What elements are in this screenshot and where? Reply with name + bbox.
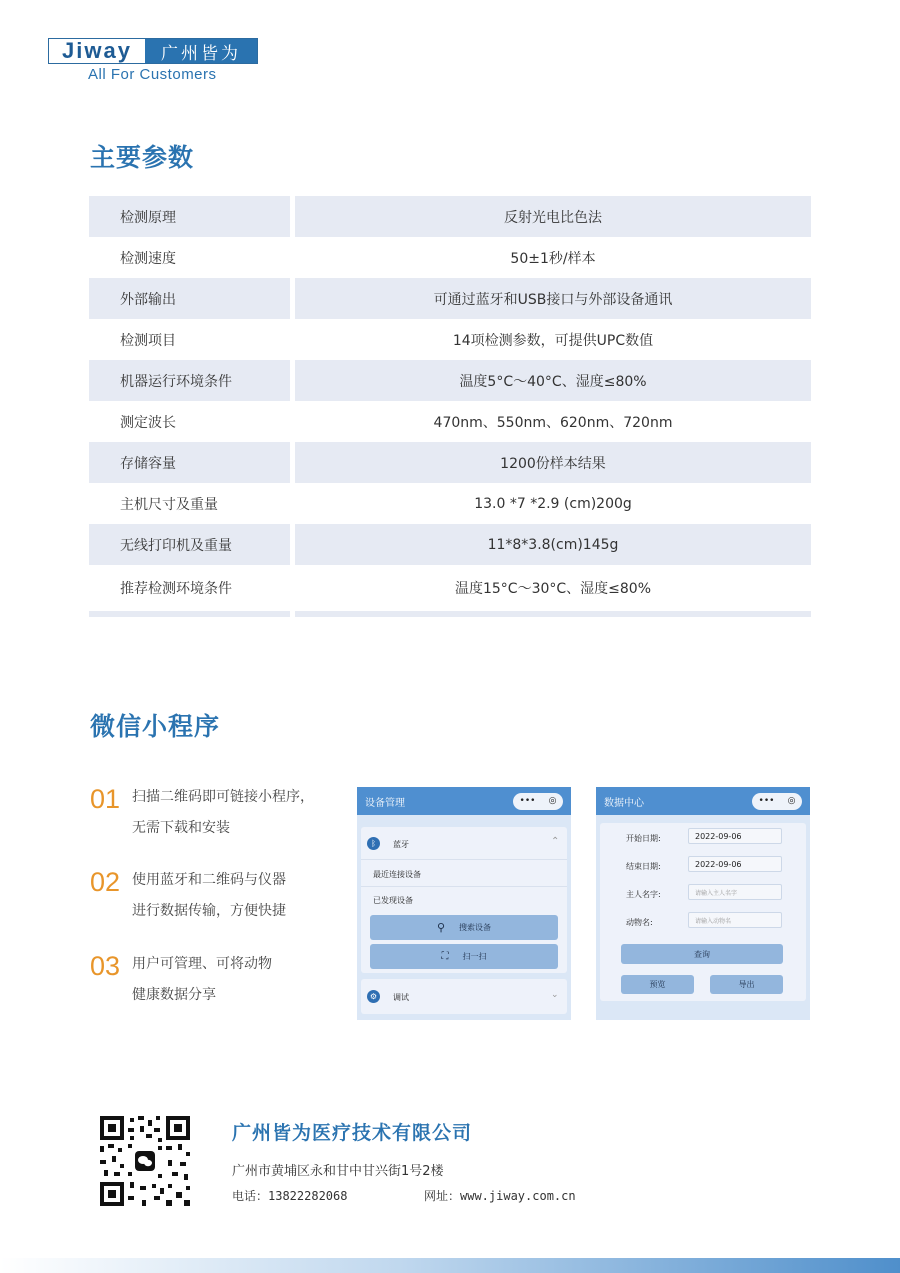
param-name: 检测原理	[89, 196, 290, 237]
step-text	[132, 949, 272, 1011]
start-date-field[interactable]: 2022-09-06	[688, 828, 782, 844]
param-value: 温度15°C～30°C、湿度≤80%	[454, 581, 652, 597]
end-date-field[interactable]: 2022-09-06	[688, 856, 782, 872]
brand-name-en: Jiway	[49, 39, 145, 63]
data-screen-title: 数据中心	[604, 797, 644, 809]
data-screen	[596, 787, 810, 1020]
chevron-down-icon[interactable]: ⌄	[551, 990, 559, 1000]
params-title: 主要参数	[90, 143, 195, 172]
param-name: 检测项目	[120, 332, 176, 349]
bluetooth-card	[361, 827, 567, 973]
step-item	[90, 951, 272, 1011]
table-row	[89, 319, 811, 360]
param-name: 无线打印机及重量	[89, 524, 290, 565]
mini-program-title: 微信小程序	[90, 712, 221, 741]
scan-icon: ⛶	[441, 951, 449, 962]
step-number: 03	[90, 951, 121, 981]
debug-label: 调试	[393, 993, 409, 1002]
end-date-label: 结束日期:	[626, 862, 661, 871]
table-row	[89, 278, 811, 319]
qr-code	[100, 1116, 190, 1206]
owner-name-label: 主人名字:	[626, 890, 661, 899]
capsule-menu[interactable]	[752, 793, 802, 810]
gear-icon: ⚙	[367, 990, 380, 1003]
param-name: 主机尺寸及重量	[120, 496, 218, 513]
param-value: 温度5°C～40°C、湿度≤80%	[295, 360, 811, 401]
table-row	[89, 442, 811, 483]
table-row	[89, 237, 811, 278]
brand-logo	[48, 38, 258, 64]
target-icon[interactable]: ◎	[787, 796, 796, 806]
search-device-label: 搜索设备	[459, 923, 492, 932]
preview-button[interactable]: 预览	[621, 975, 694, 994]
query-form	[600, 823, 806, 1001]
company-address: 广州市黄埔区永和甘中甘兴街1号2楼	[232, 1164, 444, 1179]
recent-devices-label: 最近连接设备	[373, 870, 421, 879]
export-button[interactable]: 导出	[710, 975, 783, 994]
param-name: 存储容量	[89, 442, 290, 483]
table-row	[89, 196, 811, 237]
scan-button[interactable]	[370, 944, 558, 969]
param-value: 反射光电比色法	[295, 196, 811, 237]
bottom-gradient-bar	[0, 1258, 900, 1273]
step-line: 进行数据传输，方便快捷	[132, 903, 286, 919]
company-phone: 电话：13822282068	[232, 1189, 348, 1203]
param-name: 测定波长	[120, 414, 176, 431]
divider	[361, 859, 567, 860]
param-name: 机器运行环境条件	[89, 360, 290, 401]
step-text	[132, 865, 286, 927]
param-value: 11*8*3.8(cm)145g	[295, 524, 811, 565]
bluetooth-label: 蓝牙	[393, 840, 409, 849]
debug-card[interactable]	[361, 979, 567, 1014]
param-value: 14项检测参数，可提供UPC数值	[452, 332, 654, 349]
animal-name-label: 动物名:	[626, 918, 653, 927]
animal-name-input[interactable]: 请输入动物名	[688, 912, 782, 928]
scan-label: 扫一扫	[462, 952, 487, 961]
divider	[361, 886, 567, 887]
param-value: 470nm、550nm、620nm、720nm	[433, 414, 673, 431]
table-row	[89, 401, 811, 442]
param-name: 检测速度	[120, 250, 176, 267]
step-line: 使用蓝牙和二维码与仪器	[132, 872, 286, 888]
device-screen-header	[357, 787, 571, 815]
param-value: 可通过蓝牙和USB接口与外部设备通讯	[295, 278, 811, 319]
table-bottom-rule	[89, 611, 811, 617]
data-screen-header	[596, 787, 810, 815]
query-button[interactable]: 查询	[621, 944, 783, 964]
more-icon[interactable]: •••	[758, 796, 775, 806]
step-line: 用户可管理、可将动物	[132, 956, 272, 972]
company-website[interactable]: 网址：www.jiway.com.cn	[424, 1189, 576, 1203]
step-line: 健康数据分享	[132, 987, 216, 1003]
step-line: 扫描二维码即可链接小程序，	[132, 789, 314, 805]
step-number: 02	[90, 867, 121, 897]
table-row	[89, 524, 811, 565]
params-table	[89, 196, 811, 617]
param-name: 外部输出	[89, 278, 290, 319]
start-date-label: 开始日期:	[626, 834, 661, 843]
owner-name-input[interactable]: 请输入主人名字	[688, 884, 782, 900]
company-name: 广州皆为医疗技术有限公司	[232, 1122, 473, 1144]
target-icon[interactable]: ◎	[548, 796, 557, 806]
more-icon[interactable]: •••	[519, 796, 536, 806]
chevron-up-icon[interactable]: ⌃	[551, 836, 560, 847]
brand-name-cn: 广州皆为	[145, 39, 257, 63]
step-text	[132, 782, 314, 844]
table-row	[89, 360, 811, 401]
step-item	[90, 784, 314, 844]
step-line: 无需下载和安装	[132, 820, 230, 836]
step-item	[90, 867, 286, 927]
capsule-menu[interactable]	[513, 793, 563, 810]
device-screen-title: 设备管理	[365, 797, 405, 809]
param-value: 13.0 *7 *2.9 (cm)200g	[474, 495, 632, 512]
found-devices-label: 已发现设备	[373, 896, 413, 905]
step-number: 01	[90, 784, 121, 814]
param-name: 推荐检测环境条件	[120, 581, 232, 597]
search-device-button[interactable]	[370, 915, 558, 940]
table-row	[89, 565, 811, 611]
search-icon: ⚲	[436, 921, 446, 934]
table-row	[89, 483, 811, 524]
device-screen	[357, 787, 571, 1020]
param-value: 50±1秒/样本	[510, 250, 596, 267]
bluetooth-icon: ᛒ	[367, 837, 380, 850]
param-value: 1200份样本结果	[295, 442, 811, 483]
brand-tagline: All For Customers	[88, 66, 217, 83]
